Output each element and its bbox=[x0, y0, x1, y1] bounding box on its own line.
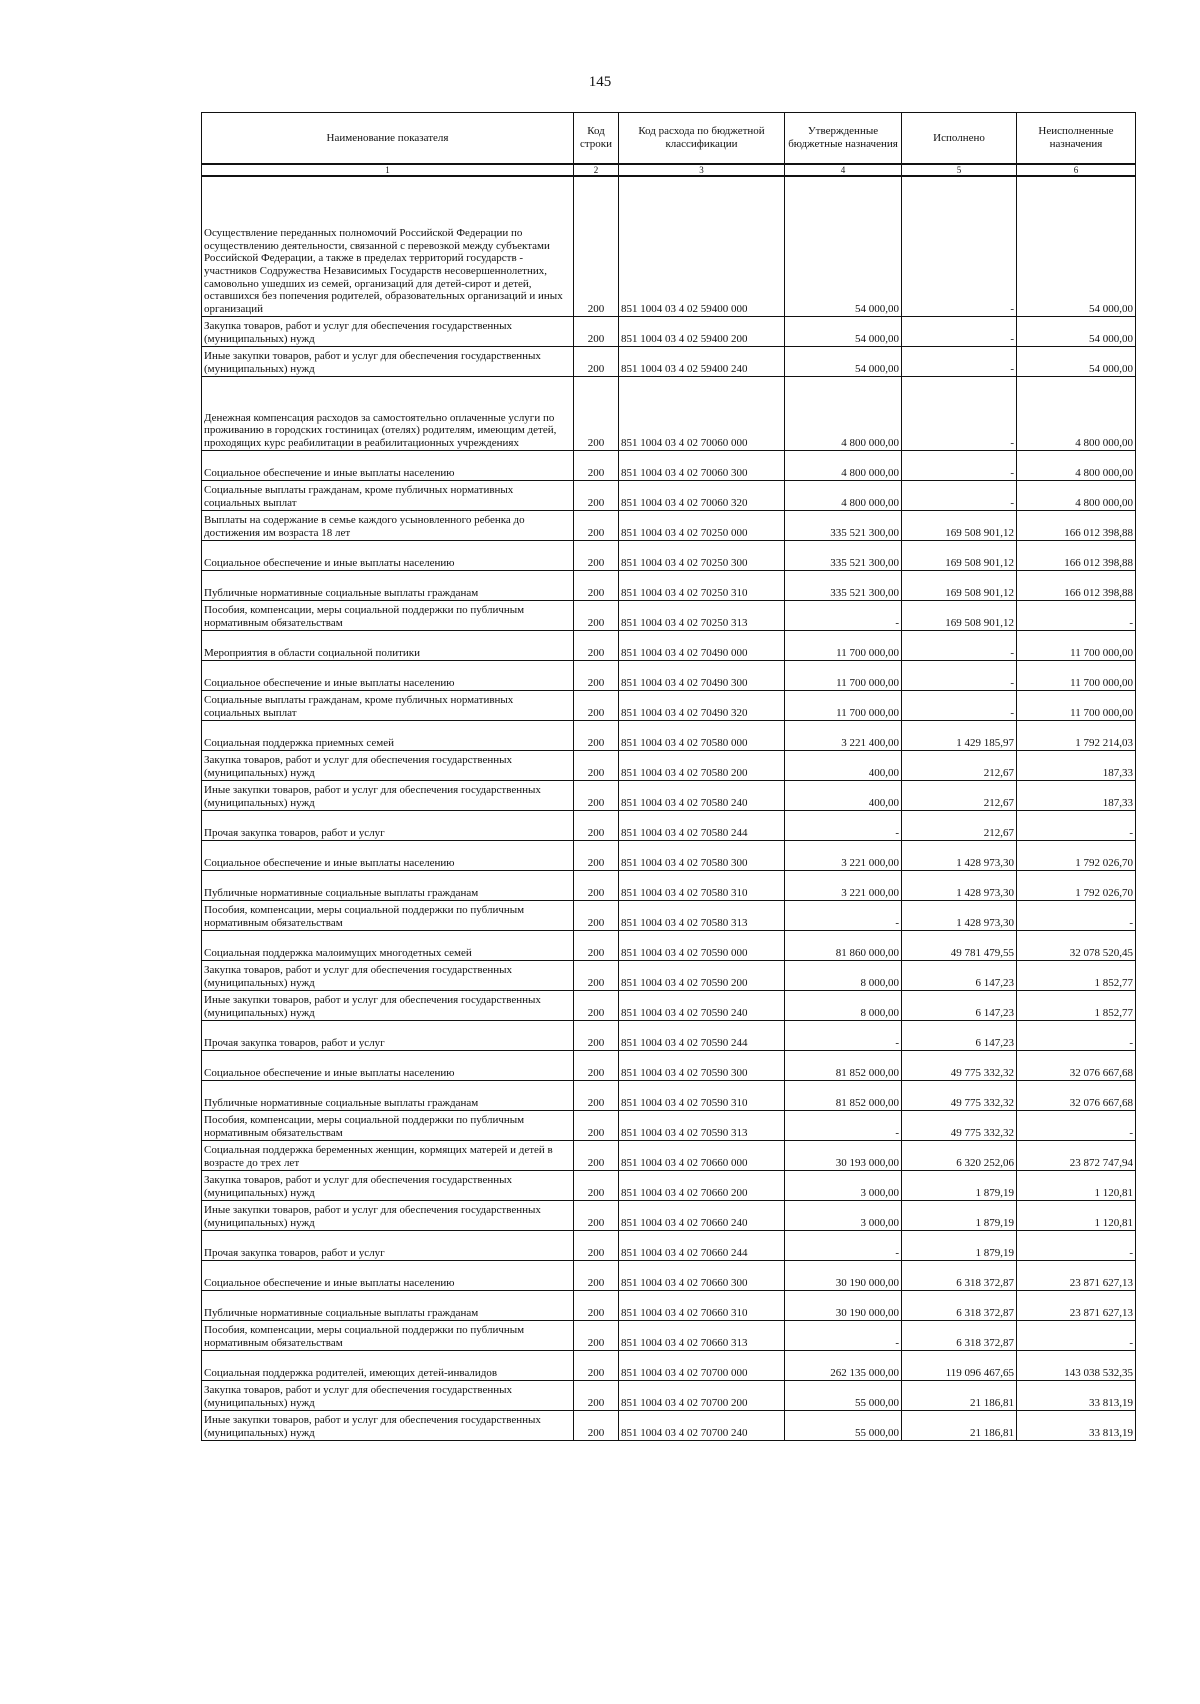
classification-code: 851 1004 03 4 02 70490 300 bbox=[619, 660, 785, 690]
executed-amount: 212,67 bbox=[902, 780, 1017, 810]
row-name: Прочая закупка товаров, работ и услуг bbox=[202, 1020, 574, 1050]
row-name: Социальная поддержка приемных семей bbox=[202, 720, 574, 750]
row-code: 200 bbox=[574, 990, 619, 1020]
row-code: 200 bbox=[574, 960, 619, 990]
classification-code: 851 1004 03 4 02 70660 300 bbox=[619, 1260, 785, 1290]
approved-amount: 81 852 000,00 bbox=[785, 1050, 902, 1080]
approved-amount: 3 000,00 bbox=[785, 1170, 902, 1200]
unexecuted-amount: 1 792 026,70 bbox=[1017, 840, 1136, 870]
table-row bbox=[202, 540, 1136, 570]
approved-amount: - bbox=[785, 1320, 902, 1350]
unexecuted-amount: 11 700 000,00 bbox=[1017, 630, 1136, 660]
table-row bbox=[202, 1050, 1136, 1080]
table-row bbox=[202, 1170, 1136, 1200]
row-name: Денежная компенсация расходов за самостоятельно оплаченные услуги по проживанию в городских гостиницах (отелях) родителям, имеющим детей, проходящих курс реабилитации в реабилитационных учреждениях bbox=[202, 376, 574, 450]
row-name: Публичные нормативные социальные выплаты гражданам bbox=[202, 1290, 574, 1320]
row-code: 200 bbox=[574, 840, 619, 870]
executed-amount: 169 508 901,12 bbox=[902, 600, 1017, 630]
classification-code: 851 1004 03 4 02 70580 000 bbox=[619, 720, 785, 750]
approved-amount: 400,00 bbox=[785, 750, 902, 780]
approved-amount: 335 521 300,00 bbox=[785, 540, 902, 570]
row-name: Социальная поддержка беременных женщин, кормящих матерей и детей в возрасте до трех лет bbox=[202, 1140, 574, 1170]
unexecuted-amount: 1 120,81 bbox=[1017, 1170, 1136, 1200]
approved-amount: 4 800 000,00 bbox=[785, 450, 902, 480]
row-code: 200 bbox=[574, 630, 619, 660]
column-number: 5 bbox=[902, 164, 1017, 176]
executed-amount: 6 147,23 bbox=[902, 990, 1017, 1020]
unexecuted-amount: - bbox=[1017, 1110, 1136, 1140]
row-code: 200 bbox=[574, 1290, 619, 1320]
classification-code: 851 1004 03 4 02 70590 313 bbox=[619, 1110, 785, 1140]
row-name: Выплаты на содержание в семье каждого усыновленного ребенка до достижения им возраста 18 лет bbox=[202, 510, 574, 540]
table-row bbox=[202, 570, 1136, 600]
executed-amount: 1 428 973,30 bbox=[902, 870, 1017, 900]
row-code: 200 bbox=[574, 1170, 619, 1200]
approved-amount: 262 135 000,00 bbox=[785, 1350, 902, 1380]
approved-amount: 30 190 000,00 bbox=[785, 1260, 902, 1290]
column-number: 6 bbox=[1017, 164, 1136, 176]
classification-code: 851 1004 03 4 02 70590 244 bbox=[619, 1020, 785, 1050]
executed-amount: - bbox=[902, 630, 1017, 660]
approved-amount: 8 000,00 bbox=[785, 960, 902, 990]
executed-amount: - bbox=[902, 376, 1017, 450]
column-header-executed: Исполнено bbox=[902, 113, 1017, 165]
unexecuted-amount: 23 871 627,13 bbox=[1017, 1290, 1136, 1320]
table-row bbox=[202, 930, 1136, 960]
classification-code: 851 1004 03 4 02 70580 200 bbox=[619, 750, 785, 780]
row-name: Мероприятия в области социальной политики bbox=[202, 630, 574, 660]
column-number: 3 bbox=[619, 164, 785, 176]
executed-amount: 1 879,19 bbox=[902, 1170, 1017, 1200]
executed-amount: 169 508 901,12 bbox=[902, 510, 1017, 540]
approved-amount: 8 000,00 bbox=[785, 990, 902, 1020]
table-row bbox=[202, 780, 1136, 810]
approved-amount: 55 000,00 bbox=[785, 1380, 902, 1410]
row-name: Пособия, компенсации, меры социальной поддержки по публичным нормативным обязательствам bbox=[202, 600, 574, 630]
table-row bbox=[202, 960, 1136, 990]
row-name: Иные закупки товаров, работ и услуг для обеспечения государственных (муниципальных) нужд bbox=[202, 780, 574, 810]
row-code: 200 bbox=[574, 1260, 619, 1290]
classification-code: 851 1004 03 4 02 70580 240 bbox=[619, 780, 785, 810]
table-row bbox=[202, 810, 1136, 840]
table-row bbox=[202, 176, 1136, 316]
table-row bbox=[202, 346, 1136, 376]
table-row bbox=[202, 720, 1136, 750]
unexecuted-amount: - bbox=[1017, 900, 1136, 930]
classification-code: 851 1004 03 4 02 70590 000 bbox=[619, 930, 785, 960]
unexecuted-amount: 1 792 214,03 bbox=[1017, 720, 1136, 750]
table-row bbox=[202, 840, 1136, 870]
row-code: 200 bbox=[574, 540, 619, 570]
table-row bbox=[202, 1350, 1136, 1380]
row-name: Социальная поддержка родителей, имеющих детей-инвалидов bbox=[202, 1350, 574, 1380]
approved-amount: 54 000,00 bbox=[785, 346, 902, 376]
executed-amount: 169 508 901,12 bbox=[902, 570, 1017, 600]
approved-amount: - bbox=[785, 1020, 902, 1050]
approved-amount: 30 190 000,00 bbox=[785, 1290, 902, 1320]
row-code: 200 bbox=[574, 1110, 619, 1140]
row-name: Социальное обеспечение и иные выплаты населению bbox=[202, 1050, 574, 1080]
unexecuted-amount: 54 000,00 bbox=[1017, 316, 1136, 346]
executed-amount: - bbox=[902, 316, 1017, 346]
table-row bbox=[202, 1230, 1136, 1260]
row-code: 200 bbox=[574, 1140, 619, 1170]
approved-amount: 3 221 000,00 bbox=[785, 870, 902, 900]
row-name: Публичные нормативные социальные выплаты гражданам bbox=[202, 870, 574, 900]
table-row bbox=[202, 1260, 1136, 1290]
row-name: Пособия, компенсации, меры социальной поддержки по публичным нормативным обязательствам bbox=[202, 1110, 574, 1140]
classification-code: 851 1004 03 4 02 70700 200 bbox=[619, 1380, 785, 1410]
classification-code: 851 1004 03 4 02 70490 000 bbox=[619, 630, 785, 660]
unexecuted-amount: - bbox=[1017, 1320, 1136, 1350]
unexecuted-amount: 166 012 398,88 bbox=[1017, 570, 1136, 600]
classification-code: 851 1004 03 4 02 70060 320 bbox=[619, 480, 785, 510]
classification-code: 851 1004 03 4 02 70060 000 bbox=[619, 376, 785, 450]
row-name: Социальные выплаты гражданам, кроме публичных нормативных социальных выплат bbox=[202, 480, 574, 510]
executed-amount: 119 096 467,65 bbox=[902, 1350, 1017, 1380]
approved-amount: 400,00 bbox=[785, 780, 902, 810]
row-code: 200 bbox=[574, 450, 619, 480]
table-row bbox=[202, 870, 1136, 900]
approved-amount: 3 000,00 bbox=[785, 1200, 902, 1230]
classification-code: 851 1004 03 4 02 59400 240 bbox=[619, 346, 785, 376]
approved-amount: - bbox=[785, 1110, 902, 1140]
column-number: 1 bbox=[202, 164, 574, 176]
unexecuted-amount: - bbox=[1017, 1020, 1136, 1050]
classification-code: 851 1004 03 4 02 70590 200 bbox=[619, 960, 785, 990]
table-row bbox=[202, 1140, 1136, 1170]
row-name: Закупка товаров, работ и услуг для обеспечения государственных (муниципальных) нужд bbox=[202, 960, 574, 990]
approved-amount: 11 700 000,00 bbox=[785, 630, 902, 660]
unexecuted-amount: 187,33 bbox=[1017, 780, 1136, 810]
classification-code: 851 1004 03 4 02 70660 240 bbox=[619, 1200, 785, 1230]
approved-amount: 335 521 300,00 bbox=[785, 570, 902, 600]
executed-amount: - bbox=[902, 660, 1017, 690]
row-code: 200 bbox=[574, 1230, 619, 1260]
classification-code: 851 1004 03 4 02 70250 310 bbox=[619, 570, 785, 600]
executed-amount: 6 318 372,87 bbox=[902, 1260, 1017, 1290]
row-name: Социальные выплаты гражданам, кроме публичных нормативных социальных выплат bbox=[202, 690, 574, 720]
executed-amount: 49 775 332,32 bbox=[902, 1050, 1017, 1080]
approved-amount: 81 860 000,00 bbox=[785, 930, 902, 960]
approved-amount: 54 000,00 bbox=[785, 316, 902, 346]
row-name: Иные закупки товаров, работ и услуг для обеспечения государственных (муниципальных) нужд bbox=[202, 1200, 574, 1230]
row-name: Публичные нормативные социальные выплаты гражданам bbox=[202, 1080, 574, 1110]
unexecuted-amount: 23 871 627,13 bbox=[1017, 1260, 1136, 1290]
executed-amount: 1 428 973,30 bbox=[902, 840, 1017, 870]
approved-amount: 4 800 000,00 bbox=[785, 480, 902, 510]
row-code: 200 bbox=[574, 570, 619, 600]
unexecuted-amount: - bbox=[1017, 810, 1136, 840]
unexecuted-amount: 33 813,19 bbox=[1017, 1410, 1136, 1440]
row-name: Прочая закупка товаров, работ и услуг bbox=[202, 1230, 574, 1260]
row-name: Социальная поддержка малоимущих многодетных семей bbox=[202, 930, 574, 960]
row-code: 200 bbox=[574, 600, 619, 630]
table-row bbox=[202, 510, 1136, 540]
column-header-unexecuted: Неисполненные назначения bbox=[1017, 113, 1136, 165]
row-code: 200 bbox=[574, 1020, 619, 1050]
row-name: Закупка товаров, работ и услуг для обеспечения государственных (муниципальных) нужд bbox=[202, 1380, 574, 1410]
row-code: 200 bbox=[574, 1320, 619, 1350]
approved-amount: - bbox=[785, 900, 902, 930]
table-row bbox=[202, 1320, 1136, 1350]
classification-code: 851 1004 03 4 02 70590 310 bbox=[619, 1080, 785, 1110]
executed-amount: 212,67 bbox=[902, 750, 1017, 780]
classification-code: 851 1004 03 4 02 70490 320 bbox=[619, 690, 785, 720]
row-name: Социальное обеспечение и иные выплаты населению bbox=[202, 450, 574, 480]
column-header-approved: Утвержденные бюджетные назначения bbox=[785, 113, 902, 165]
unexecuted-amount: 1 120,81 bbox=[1017, 1200, 1136, 1230]
table-row bbox=[202, 630, 1136, 660]
row-name: Социальное обеспечение и иные выплаты населению bbox=[202, 660, 574, 690]
executed-amount: 1 879,19 bbox=[902, 1230, 1017, 1260]
row-code: 200 bbox=[574, 1080, 619, 1110]
row-code: 200 bbox=[574, 810, 619, 840]
row-code: 200 bbox=[574, 1050, 619, 1080]
unexecuted-amount: 1 852,77 bbox=[1017, 990, 1136, 1020]
column-number: 4 bbox=[785, 164, 902, 176]
executed-amount: 6 147,23 bbox=[902, 960, 1017, 990]
unexecuted-amount: 54 000,00 bbox=[1017, 176, 1136, 316]
row-code: 200 bbox=[574, 1410, 619, 1440]
row-code: 200 bbox=[574, 900, 619, 930]
table-row bbox=[202, 1380, 1136, 1410]
table-header bbox=[202, 113, 1136, 177]
approved-amount: - bbox=[785, 600, 902, 630]
classification-code: 851 1004 03 4 02 70250 313 bbox=[619, 600, 785, 630]
executed-amount: 49 781 479,55 bbox=[902, 930, 1017, 960]
approved-amount: 54 000,00 bbox=[785, 176, 902, 316]
executed-amount: - bbox=[902, 690, 1017, 720]
row-code: 200 bbox=[574, 316, 619, 346]
executed-amount: 6 318 372,87 bbox=[902, 1320, 1017, 1350]
classification-code: 851 1004 03 4 02 70660 313 bbox=[619, 1320, 785, 1350]
unexecuted-amount: 1 792 026,70 bbox=[1017, 870, 1136, 900]
classification-code: 851 1004 03 4 02 70660 200 bbox=[619, 1170, 785, 1200]
classification-code: 851 1004 03 4 02 70580 310 bbox=[619, 870, 785, 900]
table-body bbox=[202, 176, 1136, 1440]
unexecuted-amount: 32 076 667,68 bbox=[1017, 1050, 1136, 1080]
row-name: Социальное обеспечение и иные выплаты населению bbox=[202, 1260, 574, 1290]
table-row bbox=[202, 376, 1136, 450]
classification-code: 851 1004 03 4 02 70580 244 bbox=[619, 810, 785, 840]
unexecuted-amount: 54 000,00 bbox=[1017, 346, 1136, 376]
table-row bbox=[202, 1080, 1136, 1110]
table-row bbox=[202, 450, 1136, 480]
row-name: Пособия, компенсации, меры социальной поддержки по публичным нормативным обязательствам bbox=[202, 900, 574, 930]
row-code: 200 bbox=[574, 660, 619, 690]
page-number: 145 bbox=[588, 74, 612, 90]
classification-code: 851 1004 03 4 02 70700 240 bbox=[619, 1410, 785, 1440]
table-row bbox=[202, 1410, 1136, 1440]
row-name: Закупка товаров, работ и услуг для обеспечения государственных (муниципальных) нужд bbox=[202, 316, 574, 346]
row-name: Публичные нормативные социальные выплаты гражданам bbox=[202, 570, 574, 600]
row-code: 200 bbox=[574, 750, 619, 780]
row-code: 200 bbox=[574, 780, 619, 810]
unexecuted-amount: 4 800 000,00 bbox=[1017, 480, 1136, 510]
row-name: Социальное обеспечение и иные выплаты населению bbox=[202, 840, 574, 870]
row-code: 200 bbox=[574, 176, 619, 316]
approved-amount: 81 852 000,00 bbox=[785, 1080, 902, 1110]
approved-amount: 11 700 000,00 bbox=[785, 690, 902, 720]
unexecuted-amount: 166 012 398,88 bbox=[1017, 540, 1136, 570]
column-header-row-code: Код строки bbox=[574, 113, 619, 165]
unexecuted-amount: 32 078 520,45 bbox=[1017, 930, 1136, 960]
row-code: 200 bbox=[574, 376, 619, 450]
executed-amount: - bbox=[902, 450, 1017, 480]
approved-amount: 55 000,00 bbox=[785, 1410, 902, 1440]
column-number: 2 bbox=[574, 164, 619, 176]
unexecuted-amount: 11 700 000,00 bbox=[1017, 690, 1136, 720]
table-row bbox=[202, 990, 1136, 1020]
budget-execution-table bbox=[201, 112, 1136, 1441]
row-code: 200 bbox=[574, 930, 619, 960]
table-row bbox=[202, 690, 1136, 720]
row-code: 200 bbox=[574, 1350, 619, 1380]
executed-amount: 21 186,81 bbox=[902, 1410, 1017, 1440]
row-code: 200 bbox=[574, 690, 619, 720]
unexecuted-amount: 1 852,77 bbox=[1017, 960, 1136, 990]
table-row bbox=[202, 1290, 1136, 1320]
classification-code: 851 1004 03 4 02 70250 000 bbox=[619, 510, 785, 540]
executed-amount: 1 429 185,97 bbox=[902, 720, 1017, 750]
unexecuted-amount: 4 800 000,00 bbox=[1017, 450, 1136, 480]
classification-code: 851 1004 03 4 02 70660 244 bbox=[619, 1230, 785, 1260]
row-code: 200 bbox=[574, 346, 619, 376]
executed-amount: 49 775 332,32 bbox=[902, 1110, 1017, 1140]
executed-amount: - bbox=[902, 176, 1017, 316]
unexecuted-amount: 187,33 bbox=[1017, 750, 1136, 780]
executed-amount: 6 320 252,06 bbox=[902, 1140, 1017, 1170]
row-name: Пособия, компенсации, меры социальной поддержки по публичным нормативным обязательствам bbox=[202, 1320, 574, 1350]
executed-amount: 49 775 332,32 bbox=[902, 1080, 1017, 1110]
executed-amount: - bbox=[902, 480, 1017, 510]
classification-code: 851 1004 03 4 02 70580 313 bbox=[619, 900, 785, 930]
unexecuted-amount: - bbox=[1017, 600, 1136, 630]
classification-code: 851 1004 03 4 02 70590 240 bbox=[619, 990, 785, 1020]
approved-amount: 4 800 000,00 bbox=[785, 376, 902, 450]
unexecuted-amount: 23 872 747,94 bbox=[1017, 1140, 1136, 1170]
classification-code: 851 1004 03 4 02 59400 000 bbox=[619, 176, 785, 316]
table-row bbox=[202, 660, 1136, 690]
executed-amount: - bbox=[902, 346, 1017, 376]
row-name: Иные закупки товаров, работ и услуг для обеспечения государственных (муниципальных) нужд bbox=[202, 990, 574, 1020]
row-name: Иные закупки товаров, работ и услуг для обеспечения государственных (муниципальных) нужд bbox=[202, 1410, 574, 1440]
table-row bbox=[202, 316, 1136, 346]
executed-amount: 212,67 bbox=[902, 810, 1017, 840]
row-name: Иные закупки товаров, работ и услуг для обеспечения государственных (муниципальных) нужд bbox=[202, 346, 574, 376]
executed-amount: 169 508 901,12 bbox=[902, 540, 1017, 570]
approved-amount: 11 700 000,00 bbox=[785, 660, 902, 690]
classification-code: 851 1004 03 4 02 70660 000 bbox=[619, 1140, 785, 1170]
table-row bbox=[202, 480, 1136, 510]
row-name: Закупка товаров, работ и услуг для обеспечения государственных (муниципальных) нужд bbox=[202, 1170, 574, 1200]
unexecuted-amount: 143 038 532,35 bbox=[1017, 1350, 1136, 1380]
table-row bbox=[202, 600, 1136, 630]
row-code: 200 bbox=[574, 870, 619, 900]
column-header-name: Наименование показателя bbox=[202, 113, 574, 165]
row-code: 200 bbox=[574, 480, 619, 510]
approved-amount: - bbox=[785, 810, 902, 840]
table-row bbox=[202, 1020, 1136, 1050]
column-header-classification-code: Код расхода по бюджетной классификации bbox=[619, 113, 785, 165]
unexecuted-amount: - bbox=[1017, 1230, 1136, 1260]
executed-amount: 1 879,19 bbox=[902, 1200, 1017, 1230]
approved-amount: 30 193 000,00 bbox=[785, 1140, 902, 1170]
unexecuted-amount: 4 800 000,00 bbox=[1017, 376, 1136, 450]
classification-code: 851 1004 03 4 02 70250 300 bbox=[619, 540, 785, 570]
row-code: 200 bbox=[574, 720, 619, 750]
row-code: 200 bbox=[574, 1200, 619, 1230]
table-row bbox=[202, 1200, 1136, 1230]
approved-amount: - bbox=[785, 1230, 902, 1260]
classification-code: 851 1004 03 4 02 59400 200 bbox=[619, 316, 785, 346]
classification-code: 851 1004 03 4 02 70590 300 bbox=[619, 1050, 785, 1080]
row-name: Прочая закупка товаров, работ и услуг bbox=[202, 810, 574, 840]
classification-code: 851 1004 03 4 02 70660 310 bbox=[619, 1290, 785, 1320]
row-name: Закупка товаров, работ и услуг для обеспечения государственных (муниципальных) нужд bbox=[202, 750, 574, 780]
unexecuted-amount: 11 700 000,00 bbox=[1017, 660, 1136, 690]
executed-amount: 21 186,81 bbox=[902, 1380, 1017, 1410]
row-name: Социальное обеспечение и иные выплаты населению bbox=[202, 540, 574, 570]
executed-amount: 6 318 372,87 bbox=[902, 1290, 1017, 1320]
row-code: 200 bbox=[574, 510, 619, 540]
classification-code: 851 1004 03 4 02 70060 300 bbox=[619, 450, 785, 480]
table-row bbox=[202, 900, 1136, 930]
table-row bbox=[202, 1110, 1136, 1140]
classification-code: 851 1004 03 4 02 70700 000 bbox=[619, 1350, 785, 1380]
unexecuted-amount: 32 076 667,68 bbox=[1017, 1080, 1136, 1110]
table-row bbox=[202, 750, 1136, 780]
classification-code: 851 1004 03 4 02 70580 300 bbox=[619, 840, 785, 870]
approved-amount: 335 521 300,00 bbox=[785, 510, 902, 540]
approved-amount: 3 221 000,00 bbox=[785, 840, 902, 870]
unexecuted-amount: 33 813,19 bbox=[1017, 1380, 1136, 1410]
row-code: 200 bbox=[574, 1380, 619, 1410]
row-name: Осуществление переданных полномочий Российской Федерации по осуществлению деятельности, связанной с перевозкой между субъектами Российской Федерации, а также в пределах территорий государств - участников Содружества Независимых Государств несовершеннолетних, самовольно ушедших из семей, организаций для детей-сирот и детей, оставшихся без попечения родителей, образовательных организаций и иных организаций bbox=[202, 176, 574, 316]
executed-amount: 6 147,23 bbox=[902, 1020, 1017, 1050]
unexecuted-amount: 166 012 398,88 bbox=[1017, 510, 1136, 540]
approved-amount: 3 221 400,00 bbox=[785, 720, 902, 750]
executed-amount: 1 428 973,30 bbox=[902, 900, 1017, 930]
